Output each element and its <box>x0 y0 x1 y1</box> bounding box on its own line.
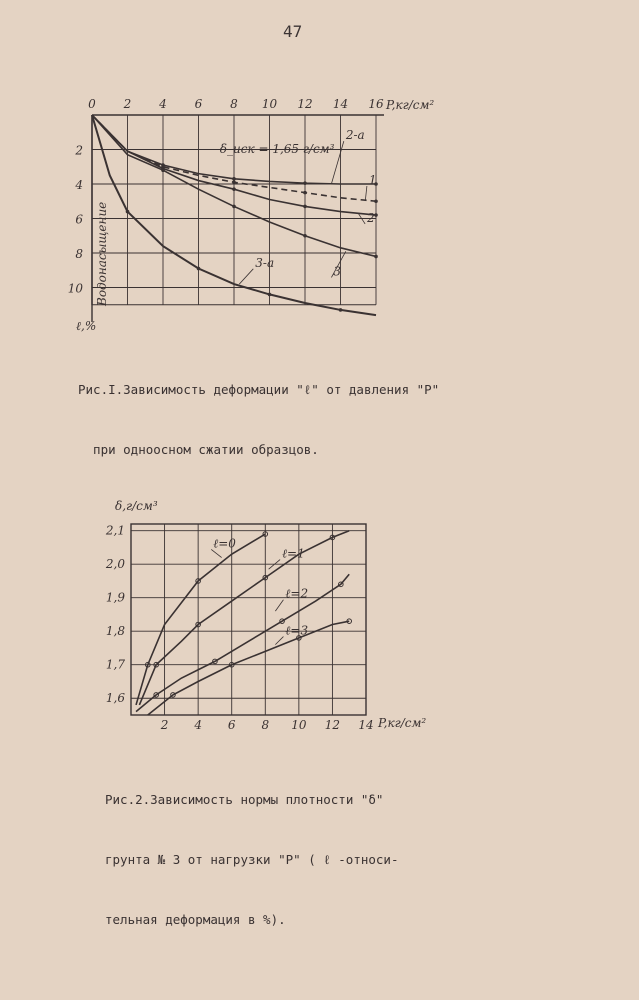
fig1-curve-label: 2 <box>367 210 375 225</box>
fig1-x-tick-label: 6 <box>194 97 203 111</box>
fig1-data-point <box>232 205 236 209</box>
fig1-data-point <box>303 234 307 238</box>
fig1-density-note: δ_иск = 1,65 г/см³ <box>219 141 335 156</box>
fig1-data-point <box>303 181 307 185</box>
fig1-data-point <box>303 205 307 209</box>
fig2-x-tick-label: 8 <box>261 718 270 732</box>
fig1-data-point <box>161 168 165 172</box>
fig1-data-point <box>126 210 130 214</box>
figure-2-caption-line-3: тельная деформация в %). <box>105 912 286 927</box>
fig2-label-leader <box>211 549 221 557</box>
fig1-curve-label: 3-а <box>255 255 275 270</box>
figure-2-caption <box>105 750 398 950</box>
fig1-x-tick-label: 14 <box>332 97 349 111</box>
fig1-data-point <box>268 293 272 297</box>
fig1-y-tick-label: 2 <box>75 143 83 158</box>
fig2-curve-label: ℓ=1 <box>282 546 305 561</box>
fig2-y-tick-label: 2,1 <box>105 523 125 538</box>
fig1-data-point <box>339 308 343 312</box>
fig1-curve-label: 1 <box>368 173 377 187</box>
fig1-data-point <box>303 191 307 195</box>
fig2-x-tick-label: 2 <box>160 718 169 732</box>
page-number: 47 <box>283 22 303 41</box>
fig1-data-point <box>232 187 236 191</box>
fig1-curve-label: 3 <box>333 264 342 279</box>
fig1-y-tick-label: 8 <box>75 247 83 261</box>
fig1-y-tick-label: 6 <box>75 212 83 227</box>
fig1-x-tick-label: 8 <box>230 97 238 111</box>
fig1-data-point <box>374 199 378 203</box>
fig1-x-tick-label: 0 <box>88 97 96 111</box>
figure-2-caption-line-2: грунта № 3 от нагрузки "P" ( ℓ -относи- <box>105 852 399 867</box>
fig2-x-tick-label: 12 <box>324 718 341 732</box>
fig1-curve-label: 2-а <box>345 128 365 143</box>
fig1-data-point <box>197 267 201 271</box>
fig1-x-tick-label: 4 <box>159 97 167 111</box>
fig2-curve-label: ℓ=0 <box>213 536 236 551</box>
fig2-y-tick-label: 1,9 <box>105 590 125 605</box>
fig2-y-tick-label: 1,6 <box>105 691 125 706</box>
fig2-x-tick-label: 4 <box>194 718 202 732</box>
fig1-x-tick-label: 10 <box>261 97 278 111</box>
figure-1-caption-line-1: Рис.I.Зависимость деформации "ℓ" от давления "P" <box>78 382 440 397</box>
figure-1-caption <box>78 340 439 480</box>
fig2-y-tick-label: 1,8 <box>105 624 125 639</box>
fig2-x-axis-label: P,кг/см² <box>378 716 427 730</box>
fig2-curve-label: ℓ=3 <box>285 623 309 638</box>
fig1-x-tick-label: 2 <box>123 97 132 111</box>
fig2-series-line <box>139 531 349 705</box>
fig2-y-tick-label: 2,0 <box>105 557 125 572</box>
fig1-data-point <box>232 180 236 184</box>
fig2-series-line <box>136 574 349 711</box>
fig1-x-axis-label: P,кг/см² <box>386 98 435 112</box>
fig2-series-line <box>148 621 349 715</box>
fig2-label-leader <box>275 600 283 611</box>
fig1-label-leader <box>239 269 253 284</box>
fig2-y-tick-label: 1,7 <box>105 657 125 672</box>
figure-2-caption-line-1: Рис.2.Зависимость нормы плотности "δ" <box>105 792 384 807</box>
fig2-label-leader <box>275 637 283 645</box>
fig2-x-tick-label: 10 <box>291 718 307 732</box>
fig2-x-tick-label: 6 <box>227 718 236 732</box>
fig1-y-axis-label: ℓ,% <box>76 319 97 333</box>
fig2-series-line <box>136 534 265 705</box>
fig1-x-tick-label: 12 <box>297 97 313 111</box>
fig1-vertical-label: Водонасыщение <box>95 201 109 306</box>
figure-1-caption-line-2: при одноосном сжатии образцов. <box>78 442 319 457</box>
fig2-curve-label: ℓ=2 <box>285 586 309 601</box>
fig1-data-point <box>374 255 378 259</box>
fig1-y-tick-label: 4 <box>75 178 83 192</box>
fig2-x-tick-label: 14 <box>358 718 374 732</box>
fig2-y-axis-label: δ,г/см³ <box>115 499 158 513</box>
fig1-y-tick-label: 10 <box>67 281 83 296</box>
fig1-label-leader <box>365 186 367 200</box>
fig2-frame <box>131 524 366 715</box>
fig1-x-tick-label: 16 <box>368 97 384 111</box>
fig1-data-point <box>232 177 236 181</box>
